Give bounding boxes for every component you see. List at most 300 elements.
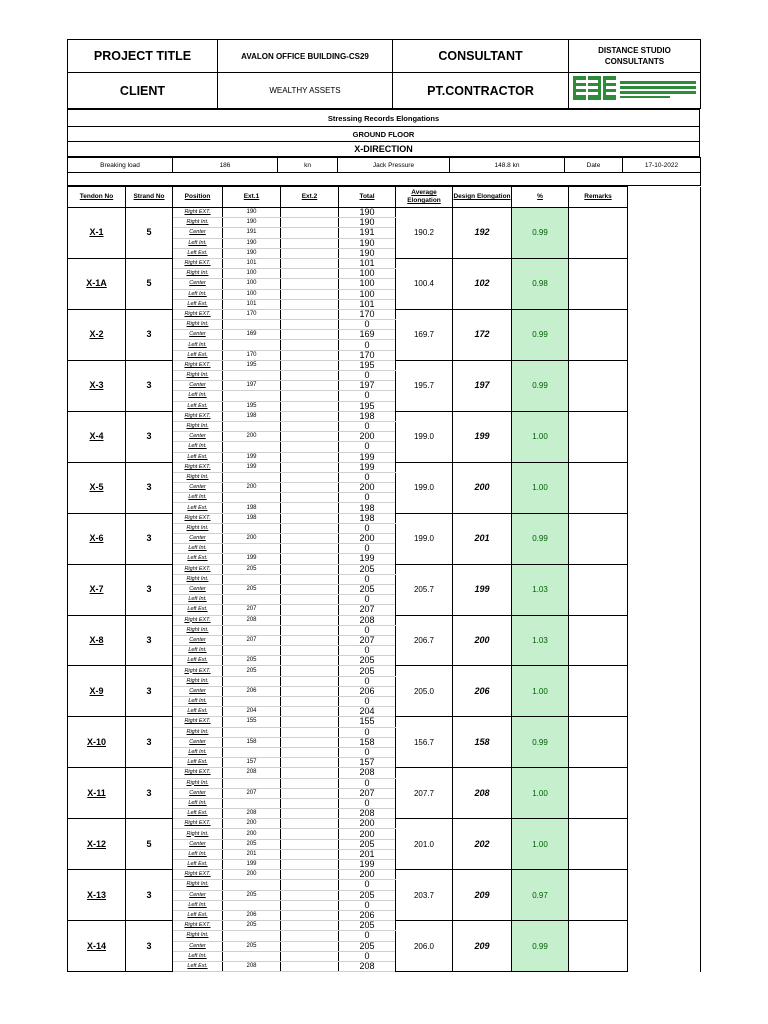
position-label: Left Int. bbox=[173, 646, 223, 656]
position-label: Right EXT. bbox=[173, 870, 223, 880]
ext2-value bbox=[281, 309, 339, 319]
average-elongation: 201.0 bbox=[396, 819, 453, 870]
strand-number: 3 bbox=[126, 360, 173, 411]
ext2-value bbox=[281, 513, 339, 523]
position-label: Right EXT. bbox=[173, 258, 223, 268]
strand-number: 3 bbox=[126, 717, 173, 768]
project-title-label: PROJECT TITLE bbox=[68, 40, 218, 73]
ext1-value: 208 bbox=[223, 961, 281, 971]
position-label: Center bbox=[173, 941, 223, 951]
right-margin-cell bbox=[628, 411, 701, 462]
total-value: 0 bbox=[339, 900, 396, 910]
total-value: 200 bbox=[339, 483, 396, 493]
elongation-percent: 0.98 bbox=[512, 258, 569, 309]
ext2-value bbox=[281, 931, 339, 941]
total-value: 190 bbox=[339, 208, 396, 218]
ext1-value: 100 bbox=[223, 269, 281, 279]
spacer-row bbox=[68, 173, 701, 186]
total-value: 200 bbox=[339, 432, 396, 442]
tendon-number: X-11 bbox=[68, 768, 126, 819]
ext2-value bbox=[281, 442, 339, 452]
elongation-table-body bbox=[68, 208, 701, 972]
total-value: 100 bbox=[339, 269, 396, 279]
company-logo-icon bbox=[570, 73, 700, 103]
ext1-value bbox=[223, 951, 281, 961]
total-value: 205 bbox=[339, 564, 396, 574]
remarks-cell bbox=[569, 717, 628, 768]
ext1-value: 199 bbox=[223, 452, 281, 462]
project-title-value: AVALON OFFICE BUILDING-CS29 bbox=[218, 40, 393, 73]
ext2-value bbox=[281, 707, 339, 717]
elongation-percent: 0.99 bbox=[512, 360, 569, 411]
total-value: 0 bbox=[339, 493, 396, 503]
ext1-value: 170 bbox=[223, 309, 281, 319]
position-label: Left Int. bbox=[173, 697, 223, 707]
total-value: 204 bbox=[339, 707, 396, 717]
ext2-value bbox=[281, 401, 339, 411]
jack-pressure-value: 148.8 kn bbox=[450, 158, 565, 173]
ext1-value: 195 bbox=[223, 401, 281, 411]
total-value: 155 bbox=[339, 717, 396, 727]
position-label: Right EXT. bbox=[173, 615, 223, 625]
position-label: Right Int. bbox=[173, 269, 223, 279]
position-label: Center bbox=[173, 483, 223, 493]
total-value: 158 bbox=[339, 737, 396, 747]
right-margin-cell bbox=[628, 360, 701, 411]
title-bands bbox=[67, 109, 700, 157]
position-label: Left Ext. bbox=[173, 554, 223, 564]
total-value: 205 bbox=[339, 584, 396, 594]
table-row bbox=[68, 870, 701, 880]
remarks-cell bbox=[569, 666, 628, 717]
tendon-number: X-3 bbox=[68, 360, 126, 411]
average-elongation: 206.0 bbox=[396, 921, 453, 972]
elongation-percent: 0.99 bbox=[512, 208, 569, 259]
total-value: 199 bbox=[339, 860, 396, 870]
ext2-value bbox=[281, 411, 339, 421]
total-value: 101 bbox=[339, 258, 396, 268]
remarks-cell bbox=[569, 564, 628, 615]
strand-number: 5 bbox=[126, 208, 173, 259]
col-remarks-header: Remarks bbox=[569, 187, 628, 208]
ext2-value bbox=[281, 666, 339, 676]
breaking-load-value: 186 bbox=[173, 158, 278, 173]
total-value: 101 bbox=[339, 299, 396, 309]
total-value: 0 bbox=[339, 523, 396, 533]
strand-number: 5 bbox=[126, 258, 173, 309]
ext1-value bbox=[223, 625, 281, 635]
position-label: Center bbox=[173, 635, 223, 645]
design-elongation: 192 bbox=[453, 208, 512, 259]
total-value: 198 bbox=[339, 513, 396, 523]
position-label: Left Int. bbox=[173, 798, 223, 808]
position-label: Right Int. bbox=[173, 931, 223, 941]
ext1-value: 198 bbox=[223, 411, 281, 421]
total-value: 206 bbox=[339, 910, 396, 920]
position-label: Center bbox=[173, 228, 223, 238]
elongation-percent: 0.99 bbox=[512, 717, 569, 768]
ext1-value: 191 bbox=[223, 228, 281, 238]
ext2-value bbox=[281, 391, 339, 401]
position-label: Right EXT. bbox=[173, 513, 223, 523]
total-value: 200 bbox=[339, 534, 396, 544]
position-label: Right EXT. bbox=[173, 666, 223, 676]
ext2-value bbox=[281, 238, 339, 248]
strand-number: 5 bbox=[126, 819, 173, 870]
position-label: Center bbox=[173, 788, 223, 798]
design-elongation: 158 bbox=[453, 717, 512, 768]
remarks-cell bbox=[569, 819, 628, 870]
breaking-load-unit: kn bbox=[278, 158, 338, 173]
ext2-value bbox=[281, 676, 339, 686]
ext1-value bbox=[223, 391, 281, 401]
elongation-percent: 1.00 bbox=[512, 462, 569, 513]
right-margin-cell bbox=[628, 717, 701, 768]
ext2-value bbox=[281, 941, 339, 951]
table-row bbox=[68, 615, 701, 625]
average-elongation: 190.2 bbox=[396, 208, 453, 259]
ext1-value: 200 bbox=[223, 870, 281, 880]
client-value: WEALTHY ASSETS bbox=[218, 73, 393, 109]
position-label: Left Ext. bbox=[173, 299, 223, 309]
ext1-value bbox=[223, 320, 281, 330]
ext2-value bbox=[281, 208, 339, 218]
ext1-value bbox=[223, 523, 281, 533]
ext1-value: 199 bbox=[223, 860, 281, 870]
design-elongation: 201 bbox=[453, 513, 512, 564]
consultant-label: CONSULTANT bbox=[393, 40, 569, 73]
remarks-cell bbox=[569, 513, 628, 564]
elongation-percent: 1.00 bbox=[512, 819, 569, 870]
ext1-value: 204 bbox=[223, 707, 281, 717]
strand-number: 3 bbox=[126, 309, 173, 360]
ext1-value: 207 bbox=[223, 788, 281, 798]
date-label: Date bbox=[565, 158, 623, 173]
tendon-number: X-13 bbox=[68, 870, 126, 921]
ext2-value bbox=[281, 483, 339, 493]
total-value: 0 bbox=[339, 676, 396, 686]
position-label: Right EXT. bbox=[173, 360, 223, 370]
elongation-percent: 0.99 bbox=[512, 921, 569, 972]
total-value: 208 bbox=[339, 809, 396, 819]
ext2-value bbox=[281, 544, 339, 554]
ext2-value bbox=[281, 228, 339, 238]
total-value: 170 bbox=[339, 309, 396, 319]
total-value: 200 bbox=[339, 870, 396, 880]
total-value: 0 bbox=[339, 625, 396, 635]
ext2-value bbox=[281, 860, 339, 870]
right-margin-cell bbox=[628, 208, 701, 259]
ext2-value bbox=[281, 258, 339, 268]
tendon-number: X-5 bbox=[68, 462, 126, 513]
ext2-value bbox=[281, 279, 339, 289]
header-table bbox=[67, 39, 701, 109]
position-label: Left Int. bbox=[173, 442, 223, 452]
tendon-number: X-2 bbox=[68, 309, 126, 360]
ext1-value: 200 bbox=[223, 819, 281, 829]
ext1-value: 208 bbox=[223, 809, 281, 819]
table-row bbox=[68, 717, 701, 727]
total-value: 199 bbox=[339, 554, 396, 564]
ext2-value bbox=[281, 432, 339, 442]
ext2-value bbox=[281, 849, 339, 859]
position-label: Center bbox=[173, 839, 223, 849]
table-row bbox=[68, 921, 701, 931]
ext1-value: 205 bbox=[223, 941, 281, 951]
design-elongation: 200 bbox=[453, 615, 512, 666]
table-row bbox=[68, 309, 701, 319]
right-margin-cell bbox=[628, 309, 701, 360]
ext1-value: 200 bbox=[223, 432, 281, 442]
total-value: 199 bbox=[339, 462, 396, 472]
elongation-percent: 0.99 bbox=[512, 309, 569, 360]
strand-number: 3 bbox=[126, 921, 173, 972]
total-value: 195 bbox=[339, 401, 396, 411]
ext1-value bbox=[223, 442, 281, 452]
ext1-value: 199 bbox=[223, 462, 281, 472]
ext2-value bbox=[281, 798, 339, 808]
total-value: 191 bbox=[339, 228, 396, 238]
remarks-cell bbox=[569, 411, 628, 462]
ext2-value bbox=[281, 534, 339, 544]
ext1-value bbox=[223, 900, 281, 910]
average-elongation: 207.7 bbox=[396, 768, 453, 819]
total-value: 197 bbox=[339, 381, 396, 391]
total-value: 0 bbox=[339, 798, 396, 808]
total-value: 0 bbox=[339, 421, 396, 431]
ext1-value bbox=[223, 798, 281, 808]
position-label: Left Ext. bbox=[173, 503, 223, 513]
position-label: Right EXT. bbox=[173, 208, 223, 218]
ext2-value bbox=[281, 452, 339, 462]
position-label: Left Ext. bbox=[173, 809, 223, 819]
elongation-percent: 1.00 bbox=[512, 411, 569, 462]
position-label: Left Ext. bbox=[173, 452, 223, 462]
design-elongation: 172 bbox=[453, 309, 512, 360]
ext1-value: 197 bbox=[223, 381, 281, 391]
tendon-number: X-1A bbox=[68, 258, 126, 309]
ext2-value bbox=[281, 625, 339, 635]
position-label: Center bbox=[173, 534, 223, 544]
ext2-value bbox=[281, 951, 339, 961]
tendon-number: X-8 bbox=[68, 615, 126, 666]
position-label: Right Int. bbox=[173, 778, 223, 788]
right-margin-cell bbox=[628, 258, 701, 309]
ext2-value bbox=[281, 472, 339, 482]
ext2-value bbox=[281, 554, 339, 564]
ext1-value: 205 bbox=[223, 656, 281, 666]
total-value: 0 bbox=[339, 778, 396, 788]
table-row bbox=[68, 258, 701, 268]
position-label: Left Ext. bbox=[173, 758, 223, 768]
total-value: 201 bbox=[339, 849, 396, 859]
total-value: 205 bbox=[339, 839, 396, 849]
position-label: Right EXT. bbox=[173, 309, 223, 319]
position-label: Right EXT. bbox=[173, 921, 223, 931]
remarks-cell bbox=[569, 768, 628, 819]
total-value: 207 bbox=[339, 605, 396, 615]
ext2-value bbox=[281, 360, 339, 370]
total-value: 0 bbox=[339, 574, 396, 584]
ext1-value: 155 bbox=[223, 717, 281, 727]
total-value: 0 bbox=[339, 320, 396, 330]
strand-number: 3 bbox=[126, 666, 173, 717]
position-label: Left Ext. bbox=[173, 605, 223, 615]
design-elongation: 202 bbox=[453, 819, 512, 870]
total-value: 169 bbox=[339, 330, 396, 340]
ext1-value bbox=[223, 544, 281, 554]
ext1-value bbox=[223, 472, 281, 482]
total-value: 100 bbox=[339, 279, 396, 289]
ext2-value bbox=[281, 381, 339, 391]
ext2-value bbox=[281, 350, 339, 360]
ext2-value bbox=[281, 248, 339, 258]
ext1-value: 206 bbox=[223, 686, 281, 696]
position-label: Left Ext. bbox=[173, 860, 223, 870]
design-elongation: 102 bbox=[453, 258, 512, 309]
total-value: 0 bbox=[339, 391, 396, 401]
ext1-value: 207 bbox=[223, 635, 281, 645]
ext2-value bbox=[281, 737, 339, 747]
ext1-value: 198 bbox=[223, 503, 281, 513]
position-label: Left Ext. bbox=[173, 656, 223, 666]
ext1-value: 201 bbox=[223, 849, 281, 859]
total-value: 208 bbox=[339, 615, 396, 625]
total-value: 200 bbox=[339, 819, 396, 829]
ext2-value bbox=[281, 421, 339, 431]
position-label: Center bbox=[173, 890, 223, 900]
tendon-number: X-10 bbox=[68, 717, 126, 768]
ext2-value bbox=[281, 768, 339, 778]
ext2-value bbox=[281, 778, 339, 788]
strand-number: 3 bbox=[126, 768, 173, 819]
position-label: Right EXT. bbox=[173, 768, 223, 778]
ext1-value: 205 bbox=[223, 564, 281, 574]
ext1-value bbox=[223, 646, 281, 656]
ext2-value bbox=[281, 961, 339, 971]
ext1-value: 190 bbox=[223, 248, 281, 258]
remarks-cell bbox=[569, 258, 628, 309]
average-elongation: 100.4 bbox=[396, 258, 453, 309]
ext2-value bbox=[281, 299, 339, 309]
tendon-number: X-9 bbox=[68, 666, 126, 717]
ext1-value bbox=[223, 574, 281, 584]
total-value: 195 bbox=[339, 360, 396, 370]
average-elongation: 205.0 bbox=[396, 666, 453, 717]
position-label: Left Ext. bbox=[173, 248, 223, 258]
ext2-value bbox=[281, 493, 339, 503]
ext2-value bbox=[281, 595, 339, 605]
ext1-value bbox=[223, 697, 281, 707]
right-margin-cell bbox=[628, 768, 701, 819]
average-elongation: 203.7 bbox=[396, 870, 453, 921]
col-total-header: Total bbox=[339, 187, 396, 208]
ext2-value bbox=[281, 523, 339, 533]
meta-table bbox=[67, 157, 701, 186]
elongation-table bbox=[67, 186, 701, 972]
col-average-header: Average Elongation bbox=[396, 187, 453, 208]
position-label: Left Int. bbox=[173, 238, 223, 248]
ext1-value bbox=[223, 880, 281, 890]
remarks-cell bbox=[569, 208, 628, 259]
ext1-value: 190 bbox=[223, 238, 281, 248]
total-value: 0 bbox=[339, 472, 396, 482]
ext1-value bbox=[223, 595, 281, 605]
design-elongation: 209 bbox=[453, 870, 512, 921]
ext1-value: 199 bbox=[223, 554, 281, 564]
position-label: Right Int. bbox=[173, 371, 223, 381]
ext2-value bbox=[281, 584, 339, 594]
position-label: Right Int. bbox=[173, 421, 223, 431]
right-margin-cell bbox=[628, 666, 701, 717]
ext1-value: 205 bbox=[223, 921, 281, 931]
position-label: Right EXT. bbox=[173, 411, 223, 421]
col-pct-header: % bbox=[512, 187, 569, 208]
ext2-value bbox=[281, 890, 339, 900]
ext1-value: 200 bbox=[223, 534, 281, 544]
position-label: Center bbox=[173, 432, 223, 442]
contractor-label: PT.CONTRACTOR bbox=[393, 73, 569, 109]
right-margin-cell bbox=[628, 615, 701, 666]
elongation-percent: 1.00 bbox=[512, 666, 569, 717]
position-label: Left Int. bbox=[173, 289, 223, 299]
ext2-value bbox=[281, 829, 339, 839]
ext2-value bbox=[281, 340, 339, 350]
ext2-value bbox=[281, 574, 339, 584]
strand-number: 3 bbox=[126, 411, 173, 462]
breaking-load-label: Breaking load bbox=[68, 158, 173, 173]
ext1-value bbox=[223, 676, 281, 686]
average-elongation: 199.0 bbox=[396, 462, 453, 513]
ext1-value: 100 bbox=[223, 279, 281, 289]
position-label: Left Int. bbox=[173, 493, 223, 503]
ext1-value: 190 bbox=[223, 218, 281, 228]
total-value: 0 bbox=[339, 371, 396, 381]
right-margin-cell bbox=[628, 513, 701, 564]
total-value: 205 bbox=[339, 921, 396, 931]
total-value: 207 bbox=[339, 788, 396, 798]
ext1-value: 205 bbox=[223, 890, 281, 900]
position-label: Right EXT. bbox=[173, 564, 223, 574]
total-value: 200 bbox=[339, 829, 396, 839]
col-ext2-header: Ext.2 bbox=[281, 187, 339, 208]
ext2-value bbox=[281, 605, 339, 615]
jack-pressure-label: Jack Pressure bbox=[338, 158, 450, 173]
tendon-number: X-6 bbox=[68, 513, 126, 564]
ext2-value bbox=[281, 462, 339, 472]
strand-number: 3 bbox=[126, 513, 173, 564]
design-elongation: 199 bbox=[453, 411, 512, 462]
right-margin-cell bbox=[628, 921, 701, 972]
elongation-percent: 0.99 bbox=[512, 513, 569, 564]
average-elongation: 206.7 bbox=[396, 615, 453, 666]
total-value: 0 bbox=[339, 595, 396, 605]
position-label: Left Ext. bbox=[173, 707, 223, 717]
position-label: Right Int. bbox=[173, 676, 223, 686]
design-elongation: 209 bbox=[453, 921, 512, 972]
position-label: Center bbox=[173, 737, 223, 747]
ext2-value bbox=[281, 330, 339, 340]
date-value: 17-10-2022 bbox=[623, 158, 701, 173]
position-label: Right Int. bbox=[173, 523, 223, 533]
total-value: 0 bbox=[339, 880, 396, 890]
position-label: Left Int. bbox=[173, 900, 223, 910]
position-label: Left Ext. bbox=[173, 961, 223, 971]
position-label: Left Int. bbox=[173, 391, 223, 401]
average-elongation: 169.7 bbox=[396, 309, 453, 360]
ext2-value bbox=[281, 900, 339, 910]
position-label: Left Int. bbox=[173, 544, 223, 554]
